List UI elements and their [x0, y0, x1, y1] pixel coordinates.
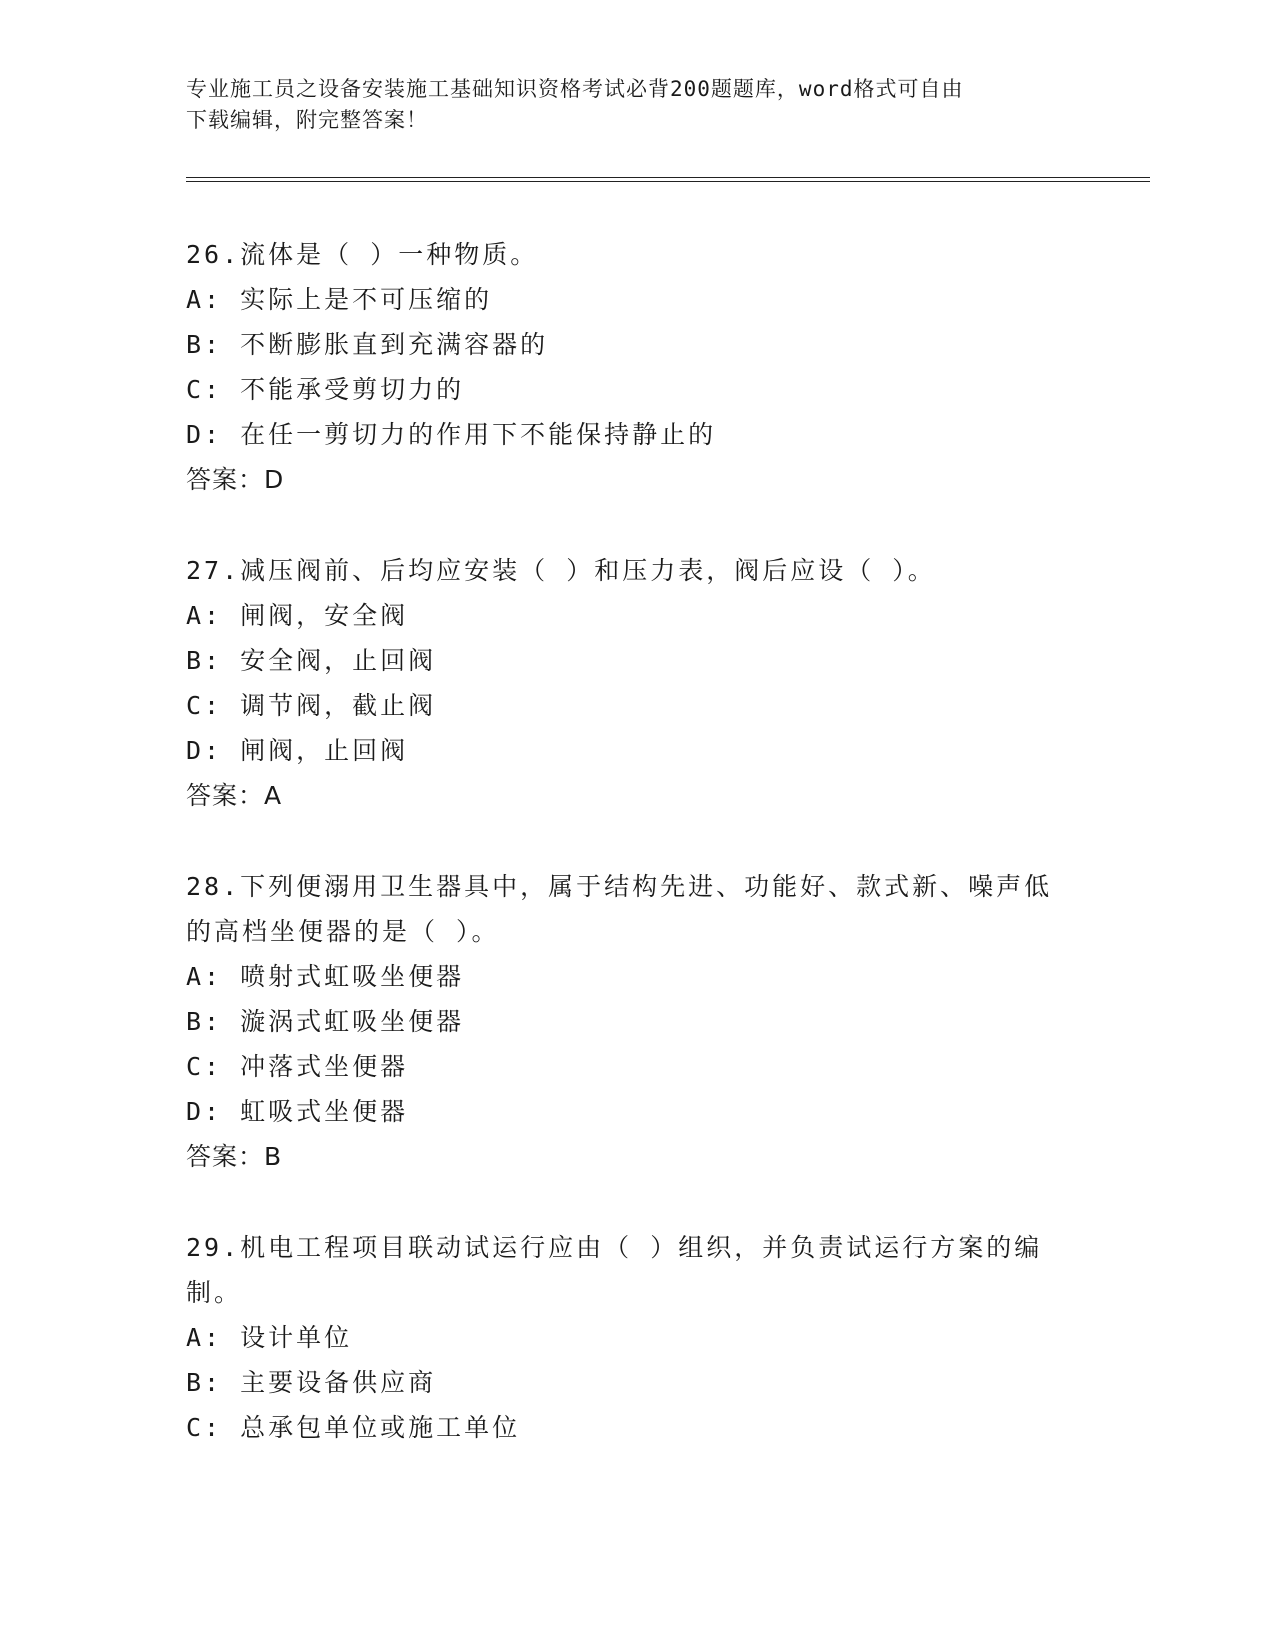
option-a: A: 设计单位 [186, 1323, 353, 1352]
question-text-continued: 制。 [186, 1278, 243, 1307]
question-27 [186, 548, 1086, 818]
option-b: B: 主要设备供应商 [186, 1368, 437, 1397]
question-text: 29.机电工程项目联动试运行应由（ ）组织，并负责试运行方案的编 [186, 1233, 1043, 1262]
question-text: 28.下列便溺用卫生器具中，属于结构先进、功能好、款式新、噪声低 [186, 872, 1053, 901]
document-header [186, 74, 1066, 136]
question-text: 26.流体是（ ）一种物质。 [186, 240, 539, 269]
question-list [186, 232, 1086, 1496]
option-c: C: 调节阀，截止阀 [186, 691, 437, 720]
header-rule-bottom [186, 181, 1150, 182]
option-d: D: 虹吸式坐便器 [186, 1097, 409, 1126]
question-text: 27.减压阀前、后均应安装（ ）和压力表，阀后应设（ ）。 [186, 556, 936, 585]
question-28 [186, 864, 1086, 1179]
option-c: C: 冲落式坐便器 [186, 1052, 409, 1081]
answer-line: 答案：A [186, 781, 283, 810]
option-c: C: 不能承受剪切力的 [186, 375, 465, 404]
option-d: D: 在任一剪切力的作用下不能保持静止的 [186, 420, 717, 449]
header-rule-top [186, 177, 1150, 178]
question-26 [186, 232, 1086, 502]
option-a: A: 喷射式虹吸坐便器 [186, 962, 465, 991]
option-b: B: 安全阀，止回阀 [186, 646, 437, 675]
option-b: B: 漩涡式虹吸坐便器 [186, 1007, 465, 1036]
answer-line: 答案：D [186, 465, 285, 494]
option-d: D: 闸阀，止回阀 [186, 736, 409, 765]
header-line-2: 下载编辑，附完整答案！ [186, 108, 428, 132]
option-c: C: 总承包单位或施工单位 [186, 1413, 521, 1442]
header-line-1: 专业施工员之设备安装施工基础知识资格考试必背200题题库，word格式可自由 [186, 77, 964, 101]
answer-line: 答案：B [186, 1142, 283, 1171]
option-b: B: 不断膨胀直到充满容器的 [186, 330, 549, 359]
option-a: A: 闸阀，安全阀 [186, 601, 409, 630]
question-29 [186, 1225, 1086, 1450]
question-text-continued: 的高档坐便器的是（ ）。 [186, 917, 500, 946]
option-a: A: 实际上是不可压缩的 [186, 285, 493, 314]
